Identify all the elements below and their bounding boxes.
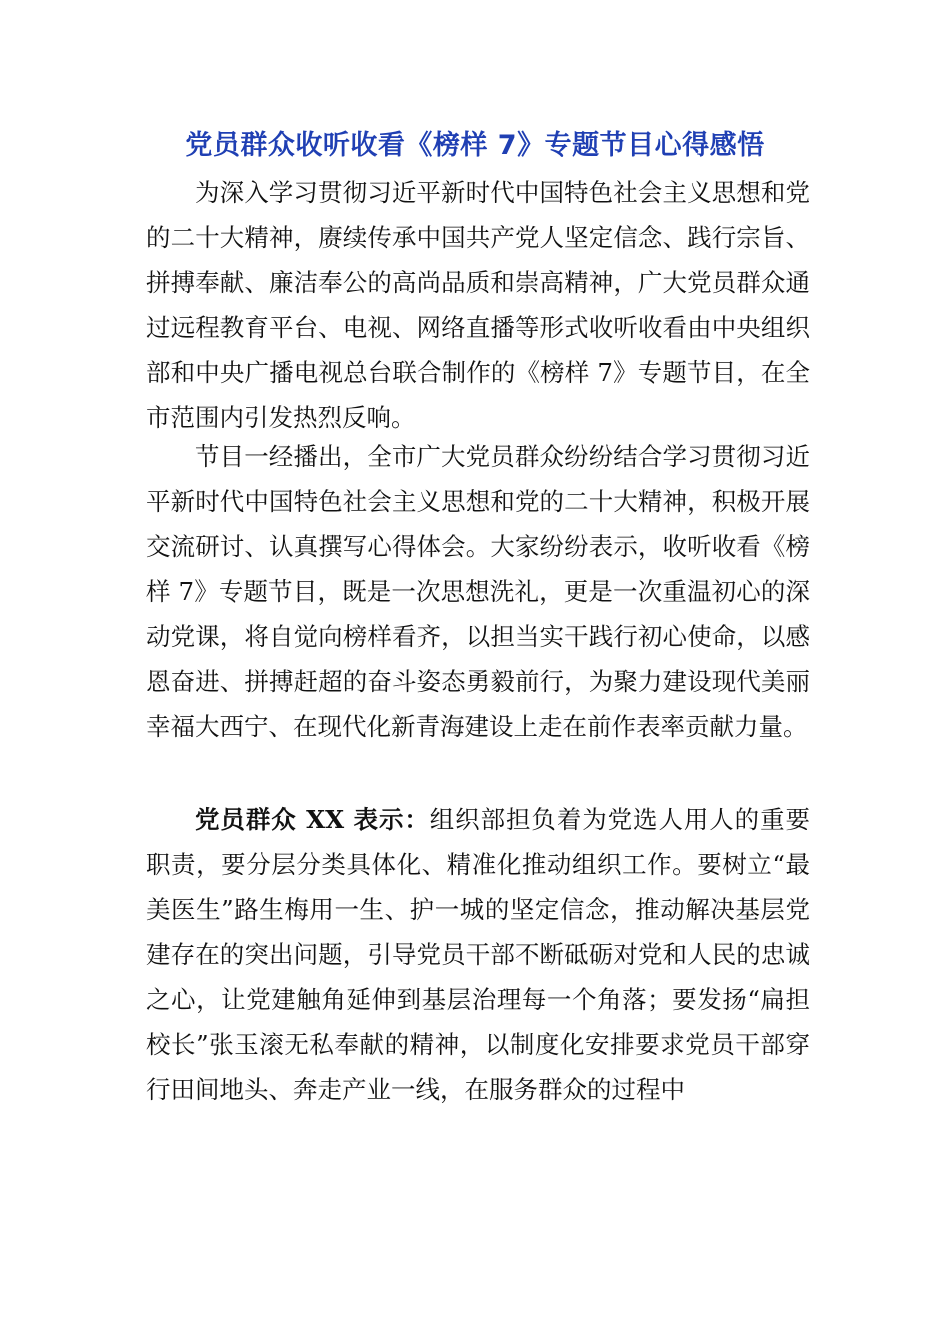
document-title: 党员群众收听收看《榜样 7》专题节目心得感悟 (185, 130, 765, 161)
testimonial-speaker: 党员群众 XX 表示： (195, 805, 430, 834)
paragraph-intro: 为深入学习贯彻习近平新时代中国特色社会主义思想和党的二十大精神，赓续传承中国共产党人坚定信念、践行宗旨、拼搏奉献、廉洁奉公的高尚品质和崇高精神，广大党员群众通过远程教育平台、电视、网络直播等形式收听收看由中央组织部和中央广播电视总台联合制作的《榜样 7》专题节目，在全市范围内引发热烈反响。 (146, 178, 810, 432)
testimonial-text: 组织部担负着为党选人用人的重要职责，要分层分类具体化、精准化推动组织工作。要树立“最美医生”路生梅用一生、护一城的坚定信念，推动解决基层党建存在的突出问题，引导党员干部不断砥砺对党和人民的忠诚之心，让党建触角延伸到基层治理每一个角落；要发扬“扁担校长”张玉滚无私奉献的精神，以制度化安排要求党员干部穿行田间地头、奔走产业一线，在服务群众的过程中 (146, 805, 810, 1104)
paragraph-reaction: 节目一经播出，全市广大党员群众纷纷结合学习贯彻习近平新时代中国特色社会主义思想和党的二十大精神，积极开展交流研讨、认真撰写心得体会。大家纷纷表示，收听收看《榜样 7》专题节目，既是一次思想洗礼，更是一次重温初心的深动党课，将自觉向榜样看齐，以担当实干践行初心使命，以感恩奋进、拼搏赶超的奋斗姿态勇毅前行，为聚力建设现代美丽幸福大西宁、在现代化新青海建设上走在前作表率贡献力量。 (146, 442, 810, 741)
paragraph-testimonial (146, 797, 810, 1112)
